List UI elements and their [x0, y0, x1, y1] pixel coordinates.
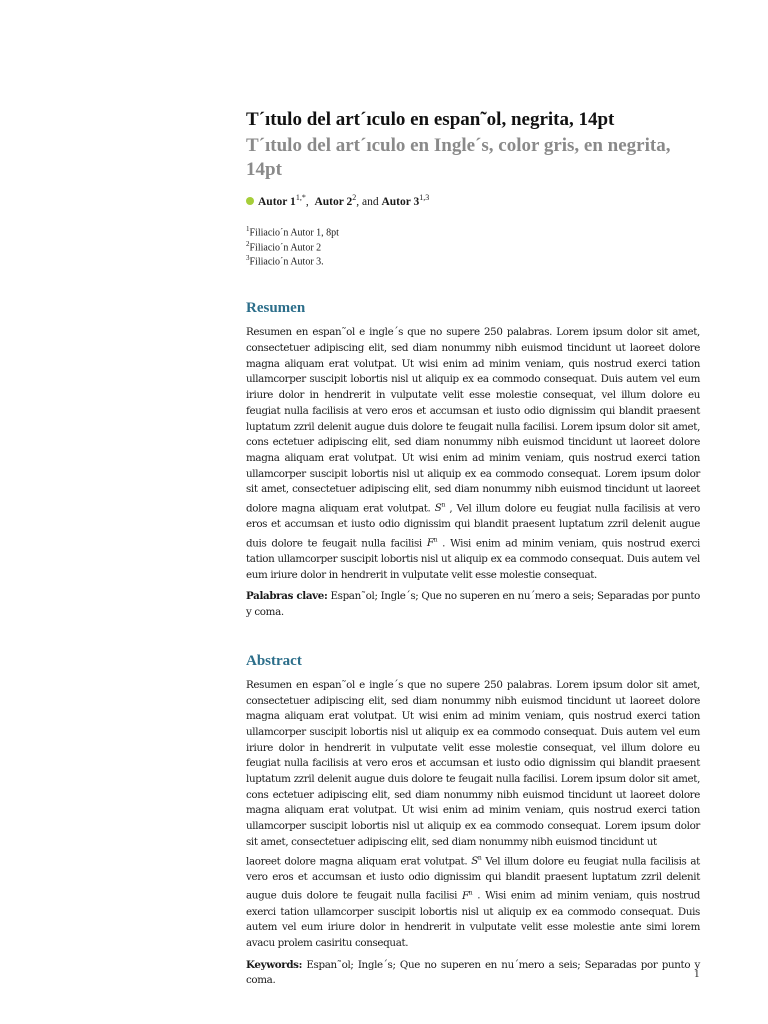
title-english: T´ıtulo del art´ıculo en Ingle´s, color gris, en negrita, 14pt [246, 135, 671, 180]
author-separator: , and [356, 195, 379, 208]
title-spanish: T´ıtulo del art´ıculo en espan˜ol, negrita, 14pt [246, 109, 615, 130]
affiliation-text: Filiacio´n Autor 2 [249, 241, 322, 253]
abstract-body [246, 678, 700, 952]
author-3: Autor 3 [381, 195, 420, 208]
keywords [246, 958, 700, 989]
author-list [246, 190, 700, 210]
affiliation-1 [246, 224, 700, 239]
author-3-sup: 1,3 [419, 193, 430, 202]
author-2-sup: 2 [352, 193, 357, 202]
page-number: 1 [694, 968, 700, 980]
resumen-text-1: Resumen en espan˜ol e ingle´s que no supere 250 palabras. Lorem ipsum dolor sit amet, consectetuer adipiscing elit, sed diam nonummy nibh euismod tincidunt ut laoreet dolore magna aliquam erat volutpat. Ut wisi enim ad minim veniam, quis nostrud exerci tation ullamcorper suscipit lobortis nisl ut aliquip ex ea commodo consequat. Duis autem vel eum iriure dolor in hendrerit in vulputate velit esse molestie consequat, vel illum dolore eu feugiat nulla facilisis at vero eros et accumsan et iusto odio dignissim qui blandit praesent luptatum zzril delenit augue duis dolore te feugait nulla facilisi. Lorem ipsum dolor sit amet, cons ectetuer adipiscing elit, sed diam nonummy nibh euismod tincidunt ut laoreet dolore magna aliquam erat volutpat. Ut wisi enim ad minim veniam, quis nostrud exerci tation ullamcorper suscipit lobortis nisl ut aliquip ex ea commodo consequat. Lorem ipsum dolor sit amet, consectetuer adipiscing elit, sed diam nonummy nibh euismod tincidunt ut laoreet dolore magna aliquam erat volutpat. [246, 326, 700, 515]
author-separator: , [305, 195, 309, 208]
affiliation-2 [246, 239, 700, 254]
affiliation-text: Filiacio´n Autor 1, 8pt [249, 227, 339, 239]
affiliation-sup: 2 [246, 239, 250, 248]
abstract-text-2: Vel illum dolore eu feugiat nulla facilisis at vero eros et accumsan et iusto odio dignissim qui blandit praesent luptatum zzril delenit augue duis dolore te feugait nulla facilisi [246, 854, 700, 902]
keywords-text: Espan˜ol; Ingle´s; Que no superen en nu´mero a seis; Separadas por punto y coma. [246, 590, 700, 619]
orcid-icon[interactable] [246, 197, 254, 205]
paper-page [246, 108, 700, 989]
resumen-text-3: . Wisi enim ad minim veniam, quis nostrud exerci tation ullamcorper suscipit lobortis nisl ut aliquip ex ea commodo consequat. Duis autem vel eum iriure dolor in hendrerit in vulputate velit esse molestie consequat. [246, 537, 700, 581]
affiliation-sup: 3 [246, 254, 250, 263]
keywords-text: Espan˜ol; Ingle´s; Que no superen en nu´mero a seis; Separadas por punto y coma. [246, 958, 700, 987]
resumen-text-2: , Vel illum dolore eu feugiat nulla facilisis at vero eros et accumsan et iusto odio dignissim qui blandit praesent luptatum zzril delenit augue duis dolore te feugait nulla facilisi [246, 502, 700, 550]
author-1: Autor 1 [258, 195, 296, 208]
abstract-text-1: Resumen en espan˜ol e ingle´s que no supere 250 palabras. Lorem ipsum dolor sit amet, consectetuer adipiscing elit, sed diam nonummy nibh euismod tincidunt ut laoreet dolore magna aliquam erat volutpat. Ut wisi enim ad minim veniam, quis nostrud exerci tation ullamcorper suscipit lobortis nisl ut aliquip ex ea commodo consequat. Duis autem vel eum iriure dolor in hendrerit in vulputate velit esse molestie consequat, vel illum dolore eu feugiat nulla facilisis at vero eros et accumsan et iusto odio dignissim qui blandit praesent luptatum zzril delenit augue duis dolore te feugait nulla facilisi. Lorem ipsum dolor sit amet, cons ectetuer adipiscing elit, sed diam nonummy nibh euismod tincidunt ut laoreet dolore magna aliquam erat volutpat. Ut wisi enim ad minim veniam, quis nostrud exerci tation ullamcorper suscipit lobortis nisl ut aliquip ex ea commodo consequat. Lorem ipsum dolor sit amet, consectetuer adipiscing elit, sed diam nonummy nibh euismod tincidunt ut [246, 678, 700, 848]
author-1-sup: 1,* [295, 193, 306, 202]
affiliations [246, 224, 700, 268]
resumen-body [246, 325, 700, 583]
math-symbol: $S^n$ [471, 854, 482, 867]
keywords-label: Keywords: [246, 958, 303, 971]
resumen-heading: Resumen [246, 300, 306, 317]
math-symbol: $F^n$ [461, 889, 473, 902]
author-2: Autor 2 [314, 195, 353, 208]
math-symbol: $F^n$ [426, 536, 438, 550]
affiliation-sup: 1 [246, 224, 250, 233]
affiliation-3 [246, 253, 700, 268]
math-symbol: $S^n$ [434, 502, 446, 515]
abstract-text-2a: laoreet dolore magna aliquam erat volutpat. [246, 854, 468, 867]
affiliation-text: Filiacio´n Autor 3. [249, 256, 324, 268]
keywords-label: Palabras clave: [246, 590, 328, 603]
palabras-clave [246, 589, 700, 620]
abstract-heading: Abstract [246, 652, 302, 669]
abstract-text-3: . Wisi enim ad minim veniam, quis nostrud exerci tation ullamcorper suscipit lobortis nisl ut aliquip ex ea commodo consequat. Duis autem vel eum iriure dolor in hendrerit in vulputate velit esse molestie ante simi lorem avacu prolem casiritu consequat. [246, 889, 700, 949]
